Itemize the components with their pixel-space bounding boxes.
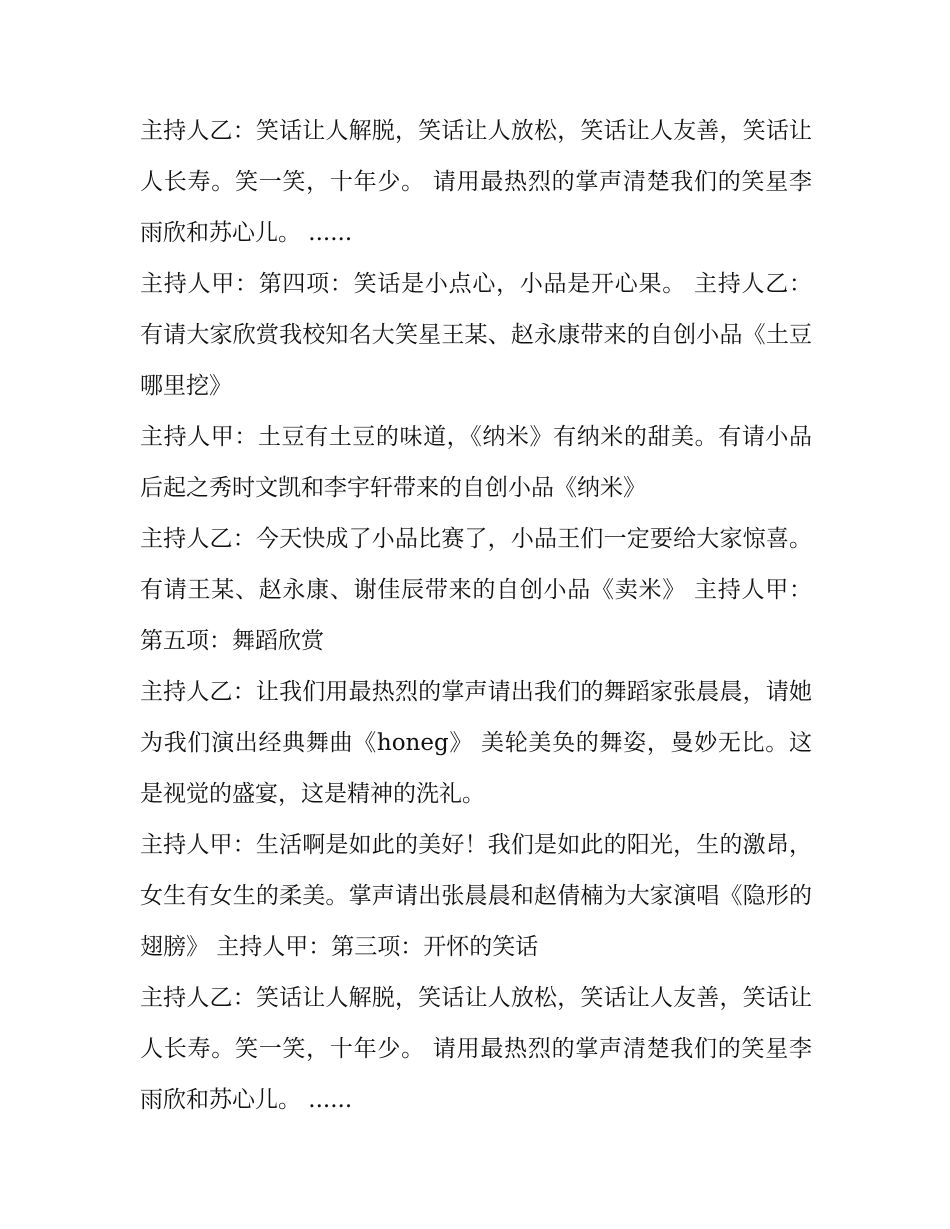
paragraph-3: 主持人甲：土豆有土豆的味道，《纳米》有纳米的甜美。有请小品后起之秀时文凯和李宇轩带来的自创小品《纳米》 <box>140 424 812 501</box>
paragraph-1: 主持人乙：笑话让人解脱，笑话让人放松，笑话让人友善，笑话让人长寿。笑一笑，十年少。 请用最热烈的掌声清楚我们的笑星李雨欣和苏心儿。 ...... <box>140 118 812 246</box>
paragraph-2: 主持人甲：第四项：笑话是小点心，小品是开心果。 主持人乙：有请大家欣赏我校知名大笑星王某、赵永康带来的自创小品《土豆哪里挖》 <box>140 271 812 399</box>
paragraph-5: 主持人乙：让我们用最热烈的掌声请出我们的舞蹈家张晨晨，请她为我们演出经典舞曲《honeg》 美轮美奂的舞姿，曼妙无比。这是视觉的盛宴，这是精神的洗礼。 <box>140 679 812 807</box>
paragraph-4: 主持人乙：今天快成了小品比赛了，小品王们一定要给大家惊喜。有请王某、赵永康、谢佳辰带来的自创小品《卖米》 主持人甲：第五项：舞蹈欣赏 <box>140 526 812 654</box>
paragraph-6: 主持人甲：生活啊是如此的美好！我们是如此的阳光，生的激昂，女生有女生的柔美。掌声请出张晨晨和赵倩楠为大家演唱《隐形的翅膀》 主持人甲：第三项：开怀的笑话 <box>140 832 812 960</box>
document-page <box>140 106 812 1126</box>
paragraph-7: 主持人乙：笑话让人解脱，笑话让人放松，笑话让人友善，笑话让人长寿。笑一笑，十年少。 请用最热烈的掌声清楚我们的笑星李雨欣和苏心儿。 ...... <box>140 985 812 1113</box>
